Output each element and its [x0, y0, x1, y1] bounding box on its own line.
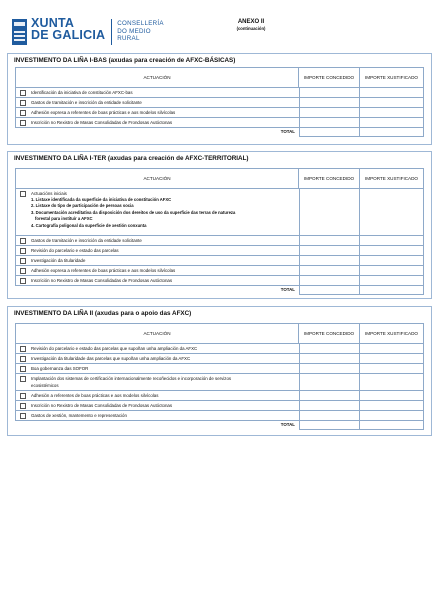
row-text: Gastos de xestión, mantemento e representación: [31, 413, 127, 418]
row-label-cell: [15, 391, 299, 401]
row-text: Revisión do parcelario e estado das parcelas que supoñan unha ampliación da AFXC: [31, 346, 198, 351]
importe-concedido-field[interactable]: [299, 246, 360, 256]
row-text: Adhesión expresa a referentes de boas prácticas e aos modelos silvícolas: [31, 110, 176, 115]
row-text: Adhesión a referentes de boas prácticas e aos modelos silvícolas: [31, 393, 159, 398]
row-label-cell: [15, 88, 299, 98]
checkbox[interactable]: [20, 366, 26, 372]
checkbox[interactable]: [20, 258, 26, 264]
table-row: [15, 256, 424, 266]
row-text: Inscrición no Rexistro de Masas Consolidadas de Frondosas Autóctonas: [31, 403, 173, 408]
row-label-cell: [15, 108, 299, 118]
total-xustificado-field[interactable]: [360, 128, 424, 137]
importe-concedido-field[interactable]: [299, 391, 360, 401]
total-row: [15, 128, 424, 137]
section-title: INVESTIMENTO DA LIÑA I-TER (axudas para creación de AFXC-TERRITORIAL): [14, 155, 249, 162]
row-label-cell: [15, 344, 299, 354]
importe-concedido-field[interactable]: [299, 256, 360, 266]
row-label-cell: [15, 189, 299, 236]
total-row: [15, 421, 424, 430]
checkbox[interactable]: [20, 238, 26, 244]
importe-xustificado-field[interactable]: [360, 189, 424, 236]
section-line-ii: [7, 306, 432, 436]
importe-xustificado-field[interactable]: [360, 266, 424, 276]
importe-concedido-field[interactable]: [299, 189, 360, 236]
table-row: [15, 411, 424, 421]
row-label-cell: [15, 236, 299, 246]
table-row: [15, 189, 424, 236]
checkbox[interactable]: [20, 248, 26, 254]
checkbox[interactable]: [20, 413, 26, 419]
checkbox[interactable]: [20, 346, 26, 352]
importe-xustificado-field[interactable]: [360, 256, 424, 266]
checkbox[interactable]: [20, 393, 26, 399]
initial-actions-list: [31, 197, 296, 229]
importe-concedido-field[interactable]: [299, 411, 360, 421]
row-text: Investigación da titularidade: [31, 258, 86, 263]
checkbox[interactable]: [20, 90, 26, 96]
row-text: Gastos de tramitación e inscrición da entidade solicitante: [31, 238, 142, 243]
importe-xustificado-field[interactable]: [360, 344, 424, 354]
table-header: [15, 67, 424, 88]
cons-line3: RURAL: [117, 35, 140, 43]
table-row: [15, 108, 424, 118]
importe-xustificado-field[interactable]: [360, 88, 424, 98]
section-line-i-ter: [7, 151, 432, 299]
total-row: [15, 286, 424, 295]
row-text: Inscrición no Rexistro de Masas Consolidadas de Frondosas Autóctonas: [31, 278, 173, 283]
checkbox[interactable]: [20, 191, 26, 197]
list-item: 1. Listaxe identificada da superficie da iniciativa de constitución AFXC: [31, 197, 172, 202]
row-label-cell: [15, 401, 299, 411]
row-label-cell: [15, 98, 299, 108]
section-title: INVESTIMENTO DA LIÑA I-BAS (axudas para creación de AFXC-BÁSICAS): [14, 57, 236, 64]
logo-wordmark: [31, 17, 105, 41]
checkbox[interactable]: [20, 100, 26, 106]
col-header-actuacion: ACTUACIÓN: [15, 323, 299, 344]
importe-concedido-field[interactable]: [299, 364, 360, 374]
cons-line2: DO MEDIO: [117, 27, 151, 35]
checkbox[interactable]: [20, 110, 26, 116]
importe-xustificado-field[interactable]: [360, 364, 424, 374]
list-item: 2. Listaxe do tipo de participación de persoas socia: [31, 203, 134, 209]
checkbox[interactable]: [20, 356, 26, 362]
xunta-emblem-icon: [12, 19, 27, 45]
importe-concedido-field[interactable]: [299, 108, 360, 118]
importe-xustificado-field[interactable]: [360, 354, 424, 364]
row-label-cell: [15, 276, 299, 286]
total-concedido-field[interactable]: [299, 421, 360, 430]
importe-concedido-field[interactable]: [299, 98, 360, 108]
col-header-importe-concedido: IMPORTE CONCEDIDO: [299, 323, 360, 344]
row-text: Investigación da titularidade das parcelas que supoñan unha ampliación da AFXC: [31, 356, 191, 361]
row-label-cell: [15, 256, 299, 266]
col-header-importe-xustificado: IMPORTE XUSTIFICADO: [360, 67, 424, 88]
row-text: [31, 375, 296, 389]
list-item: forestal para instituír a AFXC: [35, 216, 93, 222]
importe-concedido-field[interactable]: [299, 276, 360, 286]
table-row: [15, 236, 424, 246]
table-row: [15, 266, 424, 276]
importe-concedido-field[interactable]: [299, 236, 360, 246]
total-concedido-field[interactable]: [299, 286, 360, 295]
importe-xustificado-field[interactable]: [360, 236, 424, 246]
importe-xustificado-field[interactable]: [360, 108, 424, 118]
col-header-actuacion: ACTUACIÓN: [15, 67, 299, 88]
row-label-cell: [15, 118, 299, 128]
logo-line2: DE GALICIA: [31, 28, 106, 42]
row-text: Inscrición no Rexistro de Masas Consolidadas de Frondosas Autóctonas: [31, 120, 173, 125]
total-label: TOTAL: [280, 422, 295, 427]
table-row: [15, 391, 424, 401]
importe-xustificado-field[interactable]: [360, 276, 424, 286]
row-label-cell: [15, 364, 299, 374]
checkbox[interactable]: [20, 376, 26, 382]
table-row: [15, 88, 424, 98]
importe-xustificado-field[interactable]: [360, 374, 424, 391]
row-text: Identificación da iniciativa de constitución AFXC-bas: [31, 90, 133, 95]
document-header: [12, 14, 427, 50]
importe-xustificado-field[interactable]: [360, 118, 424, 128]
importe-concedido-field[interactable]: [299, 344, 360, 354]
row-label-cell: [15, 374, 299, 391]
importe-concedido-field[interactable]: [299, 266, 360, 276]
row-text: Revisión do parcelario e estado das parcelas: [31, 248, 119, 253]
section-line-i-bas: [7, 53, 432, 145]
table-row: [15, 364, 424, 374]
row-label-cell: [15, 246, 299, 256]
table-row: [15, 374, 424, 391]
importe-concedido-field[interactable]: [299, 401, 360, 411]
annex-title: ANEXO II: [237, 19, 265, 25]
logo-divider: [111, 19, 112, 45]
table-row: [15, 354, 424, 364]
row-text: Gastos de tramitación e inscrición da entidade solicitante: [31, 100, 142, 105]
row-text: Actuacións iniciais: [31, 191, 67, 196]
row-label-cell: [15, 411, 299, 421]
importe-xustificado-field[interactable]: [360, 391, 424, 401]
consellaria-name: [117, 20, 164, 43]
cons-line1: CONSELLERÍA: [117, 20, 164, 27]
checkbox[interactable]: [20, 268, 26, 274]
table-row: [15, 344, 424, 354]
importe-xustificado-field[interactable]: [360, 246, 424, 256]
total-label: TOTAL: [280, 287, 295, 292]
list-item: 3. Documentación acreditativa da disposición dos dereitos de uso da superficie das terras de natureza: [31, 209, 236, 215]
list-item: 4. Cartografía poligonal da superficie de xestión conxunta: [31, 222, 147, 228]
col-header-importe-concedido: IMPORTE CONCEDIDO: [299, 168, 360, 189]
logo-line1: XUNTA: [31, 16, 75, 30]
table-row: [15, 118, 424, 128]
importe-xustificado-field[interactable]: [360, 98, 424, 108]
table-header: [15, 168, 424, 189]
total-concedido-field[interactable]: [299, 128, 360, 137]
col-header-actuacion: ACTUACIÓN: [15, 168, 299, 189]
table-row: [15, 98, 424, 108]
table-row: [15, 246, 424, 256]
xunta-logo: [12, 17, 164, 47]
section-title: INVESTIMENTO DA LIÑA II (axudas para o apoio das AFXC): [14, 310, 192, 317]
total-label: TOTAL: [280, 129, 295, 134]
col-header-importe-xustificado: IMPORTE XUSTIFICADO: [360, 168, 424, 189]
annex-subtitle: (continuación): [236, 26, 266, 31]
table-header: [15, 323, 424, 344]
row-text-line2: ecosistémicos: [31, 383, 59, 388]
total-xustificado-field[interactable]: [360, 421, 424, 430]
row-label-cell: [15, 354, 299, 364]
table-row: [15, 401, 424, 411]
importe-concedido-field[interactable]: [299, 374, 360, 391]
checkbox[interactable]: [20, 120, 26, 126]
col-header-importe-xustificado: IMPORTE XUSTIFICADO: [360, 323, 424, 344]
annex-heading: [211, 19, 291, 32]
row-text: Boa gobernanza das SOFOR: [31, 366, 89, 371]
table-row: [15, 276, 424, 286]
importe-xustificado-field[interactable]: [360, 411, 424, 421]
importe-xustificado-field[interactable]: [360, 401, 424, 411]
row-text-line1: Implantación dos sistemas de certificación internacionalmente recoñecidos e incorporación de servizos: [31, 376, 232, 381]
importe-concedido-field[interactable]: [299, 88, 360, 98]
checkbox[interactable]: [20, 278, 26, 284]
row-label-cell: [15, 266, 299, 276]
importe-concedido-field[interactable]: [299, 354, 360, 364]
row-text: Adhesión expresa a referentes de boas prácticas e aos modelos silvícolas: [31, 268, 176, 273]
col-header-importe-concedido: IMPORTE CONCEDIDO: [299, 67, 360, 88]
total-xustificado-field[interactable]: [360, 286, 424, 295]
checkbox[interactable]: [20, 403, 26, 409]
importe-concedido-field[interactable]: [299, 118, 360, 128]
